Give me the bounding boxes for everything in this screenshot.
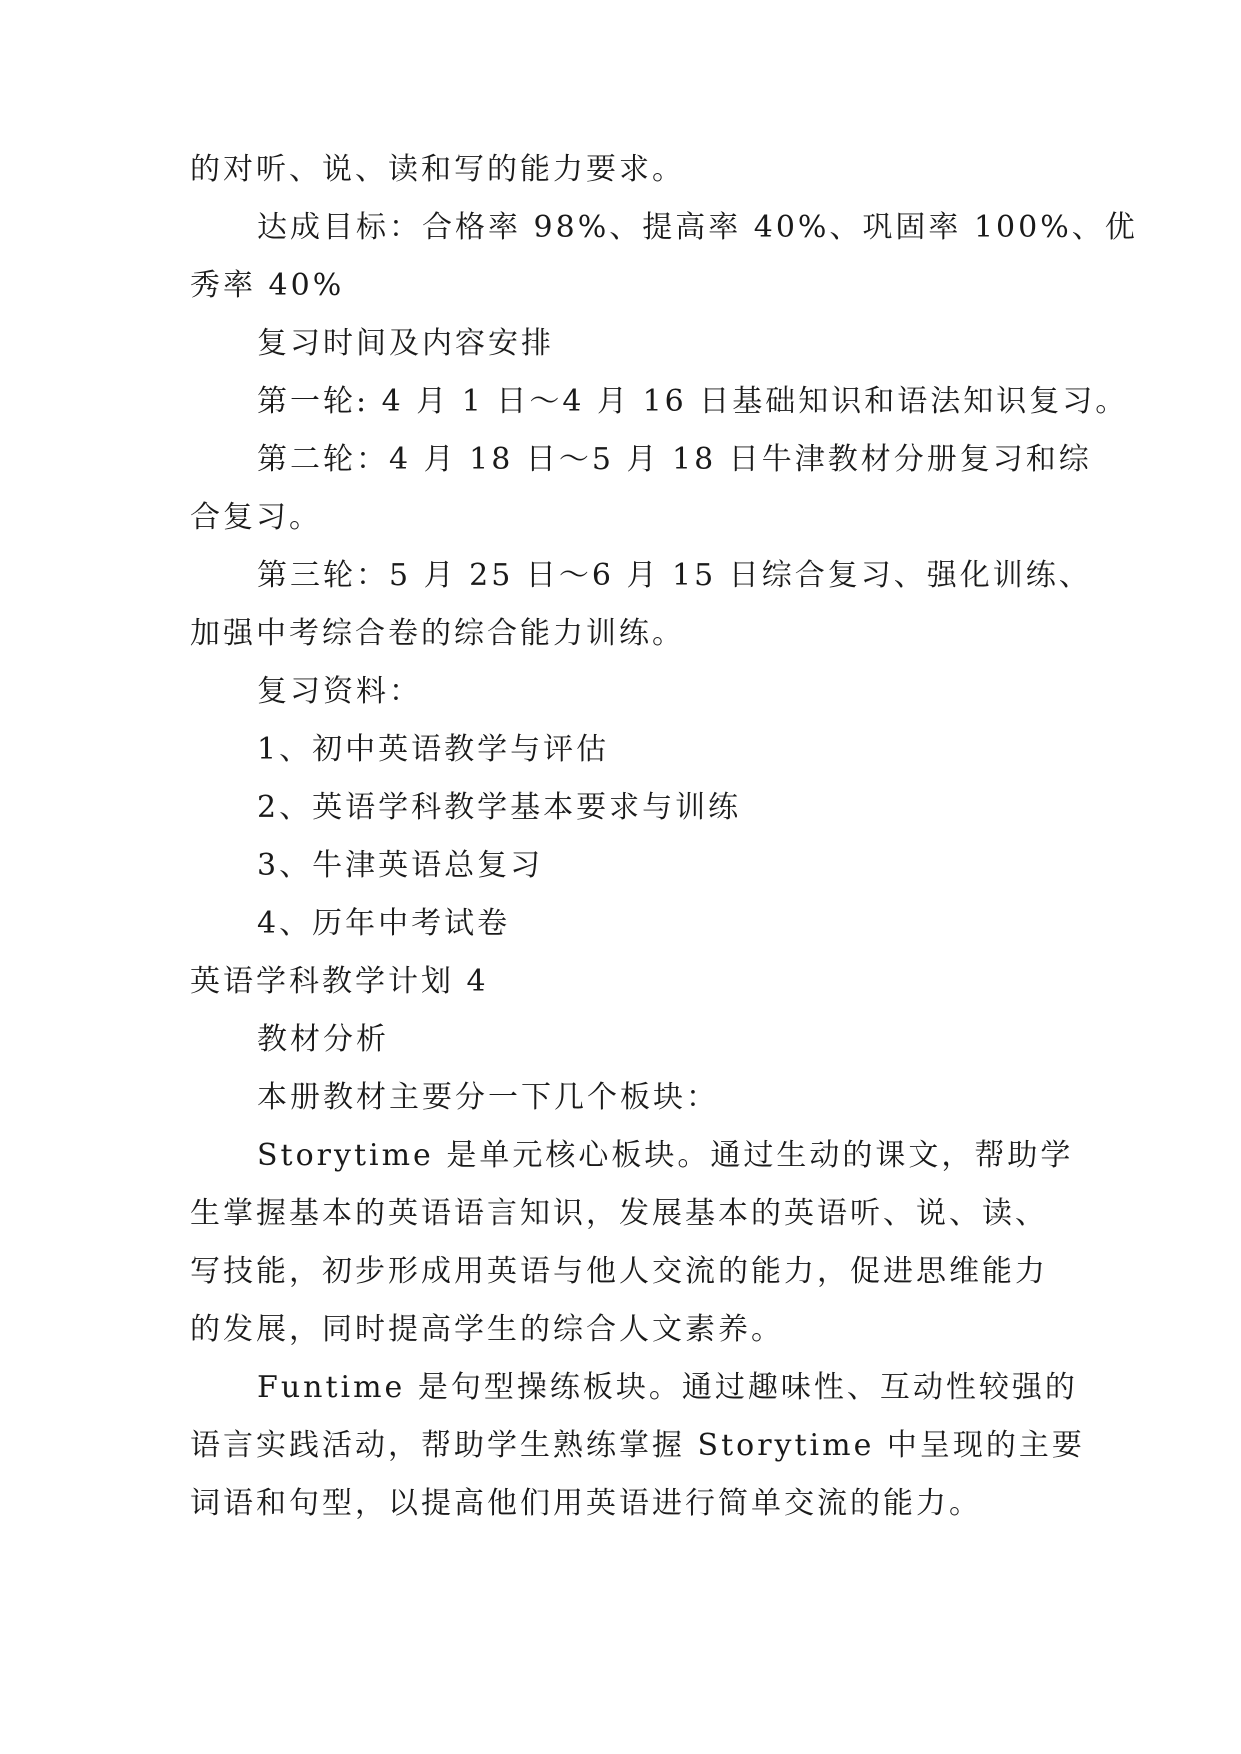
list-item: 3、牛津英语总复习: [257, 848, 544, 883]
text-line: 加强中考综合卷的综合能力训练。: [190, 616, 685, 651]
text-line: Funtime 是句型操练板块。通过趣味性、互动性较强的: [257, 1370, 1078, 1405]
text-line: 秀率 40%: [190, 268, 345, 303]
section-heading: 复习资料：: [257, 674, 422, 709]
section-heading: 复习时间及内容安排: [257, 326, 554, 361]
list-item: 4、历年中考试卷: [257, 906, 511, 941]
text-line: 本册教材主要分一下几个板块：: [257, 1080, 719, 1115]
text-line: 写技能，初步形成用英语与他人交流的能力，促进思维能力: [190, 1254, 1048, 1289]
list-item: 1、初中英语教学与评估: [257, 732, 610, 767]
text-line: Storytime 是单元核心板块。通过生动的课文，帮助学: [257, 1138, 1074, 1173]
text-line: 语言实践活动，帮助学生熟练掌握 Storytime 中呈现的主要: [190, 1428, 1085, 1463]
text-line: 生掌握基本的英语语言知识，发展基本的英语听、说、读、: [190, 1196, 1048, 1231]
text-line: 词语和句型，以提高他们用英语进行简单交流的能力。: [190, 1486, 982, 1521]
text-line: 第三轮：5 月 25 日～6 月 15 日综合复习、强化训练、: [257, 558, 1092, 593]
text-line: 合复习。: [190, 500, 322, 535]
text-line: 第二轮：4 月 18 日～5 月 18 日牛津教材分册复习和综: [257, 442, 1092, 477]
section-heading: 教材分析: [257, 1022, 389, 1057]
list-item: 2、英语学科教学基本要求与训练: [257, 790, 742, 825]
document-title: 英语学科教学计划 4: [190, 964, 489, 999]
text-line: 第一轮: 4 月 1 日～4 月 16 日基础知识和语法知识复习。: [257, 384, 1129, 419]
text-line: 的发展，同时提高学生的综合人文素养。: [190, 1312, 784, 1347]
text-line: 的对听、说、读和写的能力要求。: [190, 152, 685, 187]
text-line: 达成目标：合格率 98%、提高率 40%、巩固率 100%、优: [257, 210, 1138, 245]
